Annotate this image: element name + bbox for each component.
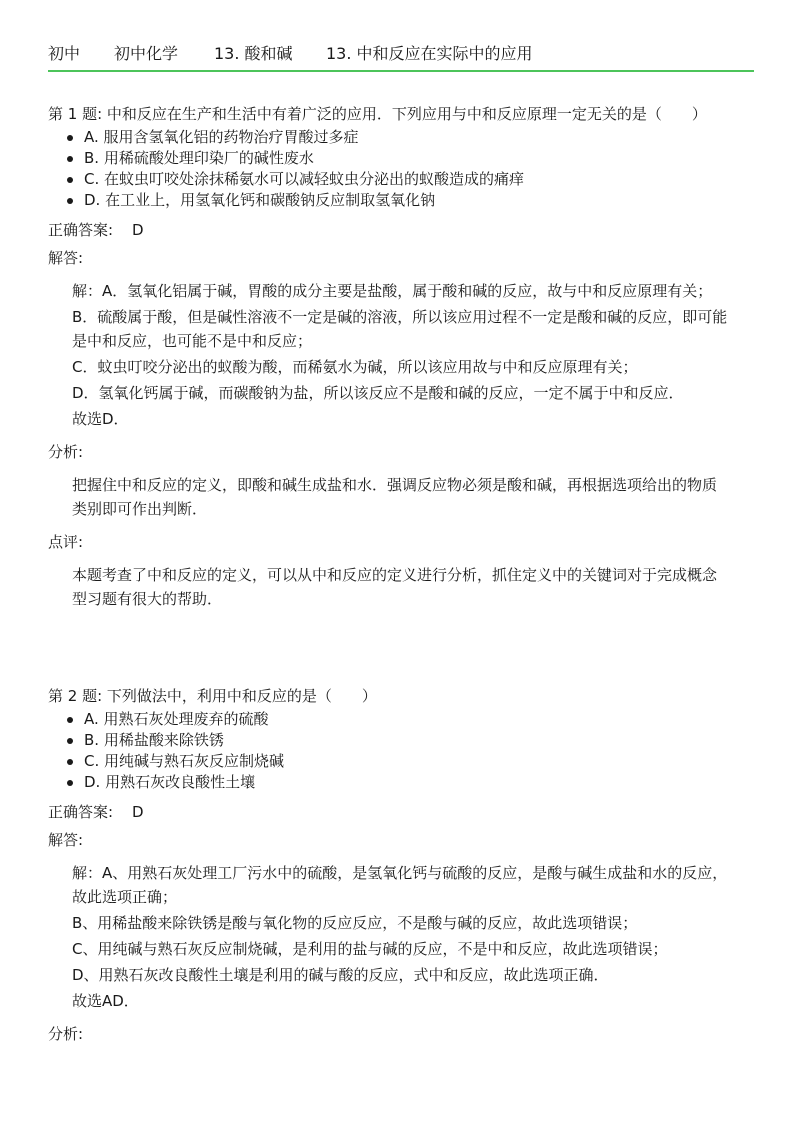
- solution-line: C．蚊虫叮咬分泌出的蚁酸为酸，而稀氨水为碱，所以该应用故与中和反应原理有关；: [72, 358, 638, 376]
- analysis-body: [48, 473, 754, 521]
- breadcrumb-section[interactable]: 13. 中和反应在实际中的应用: [326, 43, 533, 63]
- solution-line: 故选D．: [72, 410, 129, 428]
- option-a: A. 用熟石灰处理废弃的硫酸: [48, 709, 754, 730]
- question-title: 第 2 题: 下列做法中，利用中和反应的是（ ）: [48, 687, 377, 705]
- solution-line: 故选AD．: [72, 992, 139, 1010]
- option-c: C. 用纯碱与熟石灰反应制烧碱: [48, 751, 754, 772]
- correct-answer: [48, 801, 754, 823]
- solution-line: B、用稀盐酸来除铁锈是酸与氧化物的反应反应，不是酸与碱的反应，故此选项错误；: [72, 914, 638, 932]
- correct-answer-label: 正确答案:: [48, 803, 114, 821]
- solution-line: D．氢氧化钙属于碱，而碳酸钠为盐，所以该反应不是酸和碱的反应，一定不属于中和反应．: [72, 384, 684, 402]
- solution-line: C、用纯碱与熟石灰反应制烧碱，是利用的盐与碱的反应，不是中和反应，故此选项错误；: [72, 940, 668, 958]
- option-b: B. 用稀盐酸来除铁锈: [48, 730, 754, 751]
- option-d: D. 用熟石灰改良酸性土壤: [48, 772, 754, 793]
- question-1: [48, 104, 754, 613]
- solution-line: B．硫酸属于酸，但是碱性溶液不一定是碱的溶液，所以该应用过程不一定是酸和碱的反应，即可能是中和反应，也可能不是中和反应；: [72, 308, 728, 350]
- correct-answer-label: 正确答案:: [48, 221, 114, 239]
- solution-line: D、用熟石灰改良酸性土壤是利用的碱与酸的反应，式中和反应，故此选项正确．: [72, 966, 609, 984]
- breadcrumb: [48, 40, 754, 64]
- correct-answer: [48, 219, 754, 241]
- comment-label: 点评:: [48, 533, 84, 551]
- analysis-label: 分析:: [48, 443, 84, 461]
- solution-label: 解答:: [48, 249, 84, 267]
- breadcrumb-subject[interactable]: 初中化学: [114, 43, 179, 63]
- solution-body: [48, 279, 754, 431]
- comment-text: 本题考查了中和反应的定义，可以从中和反应的定义进行分析，抓住定义中的关键词对于完成概念型习题有很大的帮助．: [72, 566, 718, 608]
- option-d: D. 在工业上，用氢氧化钙和碳酸钠反应制取氢氧化钠: [48, 190, 754, 211]
- header-divider: [48, 70, 754, 72]
- option-b: B. 用稀硫酸处理印染厂的碱性废水: [48, 148, 754, 169]
- question-2: [48, 686, 754, 1045]
- correct-answer-value: D: [132, 803, 144, 821]
- question-title: 第 1 题: 中和反应在生产和生活中有着广泛的应用．下列应用与中和反应原理一定无关的是（ ）: [48, 105, 707, 123]
- analysis-label: 分析:: [48, 1025, 84, 1043]
- option-a: A. 服用含氢氧化铝的药物治疗胃酸过多症: [48, 127, 754, 148]
- correct-answer-value: D: [132, 221, 144, 239]
- solution-label: 解答:: [48, 831, 84, 849]
- breadcrumb-chapter[interactable]: 13. 酸和碱: [214, 43, 293, 63]
- comment-body: [48, 563, 754, 611]
- solution-line: 解：A．氢氧化铝属于碱，胃酸的成分主要是盐酸，属于酸和碱的反应，故与中和反应原理有关；: [72, 282, 713, 300]
- option-c: C. 在蚊虫叮咬处涂抹稀氨水可以减轻蚊虫分泌出的蚁酸造成的痛痒: [48, 169, 754, 190]
- option-list: [48, 709, 754, 793]
- solution-body: [48, 861, 754, 1013]
- solution-line: 解：A、用熟石灰处理工厂污水中的硫酸，是氢氧化钙与硫酸的反应，是酸与碱生成盐和水的反应，故此选项正确；: [72, 864, 728, 906]
- breadcrumb-level[interactable]: 初中: [48, 43, 81, 63]
- option-list: [48, 127, 754, 211]
- analysis-text: 把握住中和反应的定义，即酸和碱生成盐和水．强调反应物必须是酸和碱，再根据选项给出的物质类别即可作出判断．: [72, 476, 718, 518]
